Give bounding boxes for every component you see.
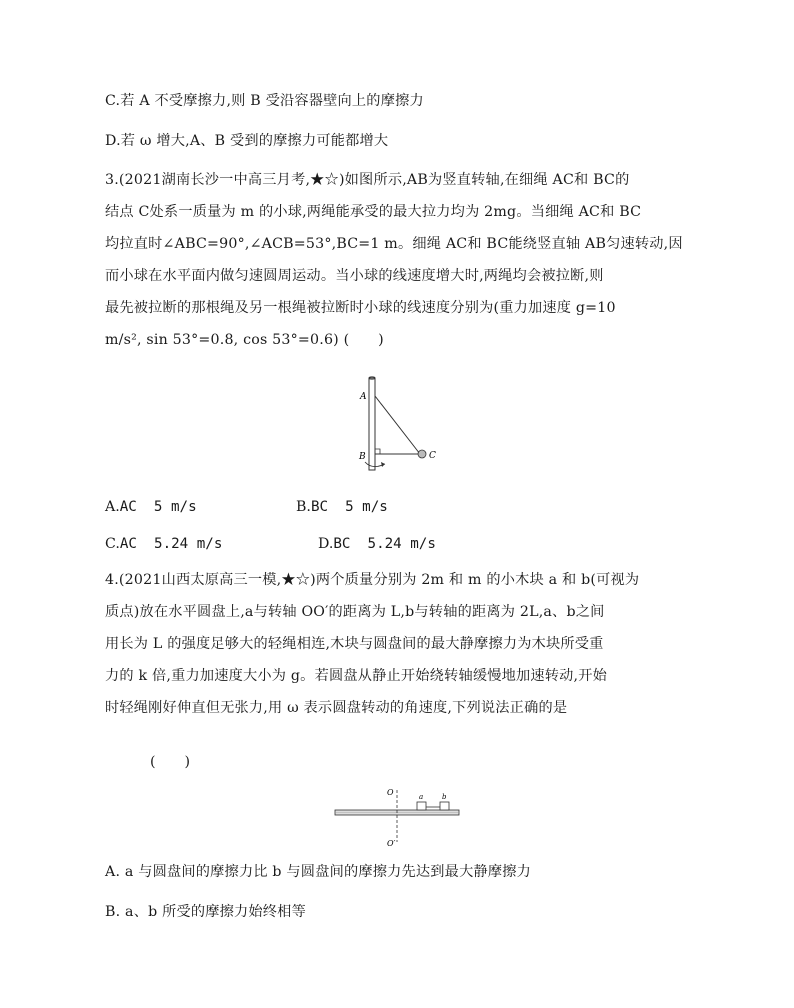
q4-line-3: 用长为 L 的强度足够大的轻绳相连,木块与圆盘间的最大静摩擦力为木块所受重 — [105, 636, 604, 652]
option-d-line: D.若 ω 增大,A、B 受到的摩擦力可能都增大 — [105, 133, 389, 149]
label-block-b: b — [442, 793, 447, 801]
label-o: O — [387, 788, 394, 797]
label-a: A — [360, 392, 367, 402]
q3-line-5: 最先被拉断的那根绳及另一根绳被拉断时小球的线速度分别为(重力加速度 g=10 — [105, 300, 616, 316]
label-b: B — [359, 452, 366, 462]
q3-option-d[interactable]: D.BC 5.24 m/s — [318, 536, 436, 552]
label-c: C — [429, 451, 436, 461]
q4-answer-blank: ( ) — [150, 754, 191, 770]
q3-line-6: m/s², sin 53°=0.8, cos 53°=0.6) ( ) — [105, 332, 384, 348]
q3-line-2: 结点 C处系一质量为 m 的小球,两绳能承受的最大拉力均为 2mg。当细绳 AC和 BC — [105, 204, 642, 220]
q3-line-1: 3.(2021湖南长沙一中高三月考,★☆)如图所示,AB为竖直转轴,在细绳 AC和 BC的 — [105, 172, 630, 188]
q4-line-2: 质点)放在水平圆盘上,a与转轴 OO′的距离为 L,b与转轴的距离为 2L,a、b之间 — [105, 604, 605, 620]
q4-line-4: 力的 k 倍,重力加速度大小为 g。若圆盘从静止开始绕转轴缓慢地加速转动,开始 — [105, 668, 608, 684]
label-block-a: a — [419, 793, 424, 801]
disc-figure — [330, 780, 465, 850]
q4-option-a[interactable]: A. a 与圆盘间的摩擦力比 b 与圆盘间的摩擦力先达到最大静摩擦力 — [105, 864, 532, 880]
q3-option-c[interactable]: C.AC 5.24 m/s — [105, 536, 223, 552]
q3-line-3: 均拉直时∠ABC=90°,∠ACB=53°,BC=1 m。细绳 AC和 BC能绕竖直轴 AB匀速转动,因 — [105, 236, 683, 252]
q3-option-b[interactable]: B.BC 5 m/s — [296, 499, 388, 515]
q3-line-4: 而小球在水平面内做匀速圆周运动。当小球的线速度增大时,两绳均会被拉断,则 — [105, 268, 604, 284]
q4-line-1: 4.(2021山西太原高三一模,★☆)两个质量分别为 2m 和 m 的小木块 a 和 b(可视为 — [105, 572, 640, 588]
q4-line-5: 时轻绳刚好伸直但无张力,用 ω 表示圆盘转动的角速度,下列说法正确的是 — [105, 700, 568, 716]
q3-option-a[interactable]: A.AC 5 m/s — [105, 499, 197, 515]
q4-option-b[interactable]: B. a、b 所受的摩擦力始终相等 — [105, 904, 306, 920]
option-c-line: C.若 A 不受摩擦力,则 B 受沿容器壁向上的摩擦力 — [105, 93, 424, 109]
rotation-axis-figure — [355, 372, 445, 472]
label-o-prime: O′ — [387, 839, 396, 848]
